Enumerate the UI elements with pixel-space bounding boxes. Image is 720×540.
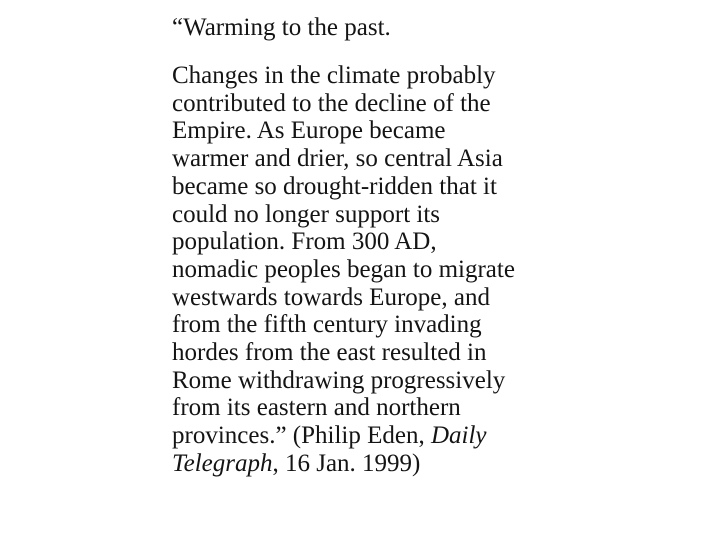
paragraph-line: contributed to the decline of the (172, 89, 491, 117)
citation-line-2 (172, 450, 515, 478)
quote-heading: “Warming to the past. (172, 14, 391, 41)
paragraph-line: population. From 300 AD, (172, 228, 437, 256)
citation-line-1 (172, 422, 515, 450)
citation-date: , 16 Jan. 1999) (272, 449, 421, 477)
quote-paragraph (172, 62, 515, 478)
paragraph-line: Empire. As Europe became (172, 117, 446, 145)
publication-name-part-2: Telegraph (172, 449, 273, 477)
paragraph-line: Changes in the climate probably (172, 62, 496, 89)
paragraph-line: from the fifth century invading (172, 311, 482, 339)
paragraph-line: nomadic peoples began to migrate (172, 255, 515, 283)
publication-name-part-1: Daily (430, 422, 487, 450)
paragraph-line: hordes from the east resulted in (172, 339, 487, 367)
paragraph-line: westwards towards Europe, and (172, 283, 490, 311)
paragraph-line: became so drought-ridden that it (172, 172, 497, 200)
paragraph-line: warmer and drier, so central Asia (172, 145, 503, 173)
citation-text: provinces.” (Philip Eden, (172, 422, 431, 450)
paragraph-line: Rome withdrawing progressively (172, 366, 506, 394)
paragraph-line: could no longer support its (172, 200, 441, 228)
paragraph-line: from its eastern and northern (172, 394, 461, 422)
